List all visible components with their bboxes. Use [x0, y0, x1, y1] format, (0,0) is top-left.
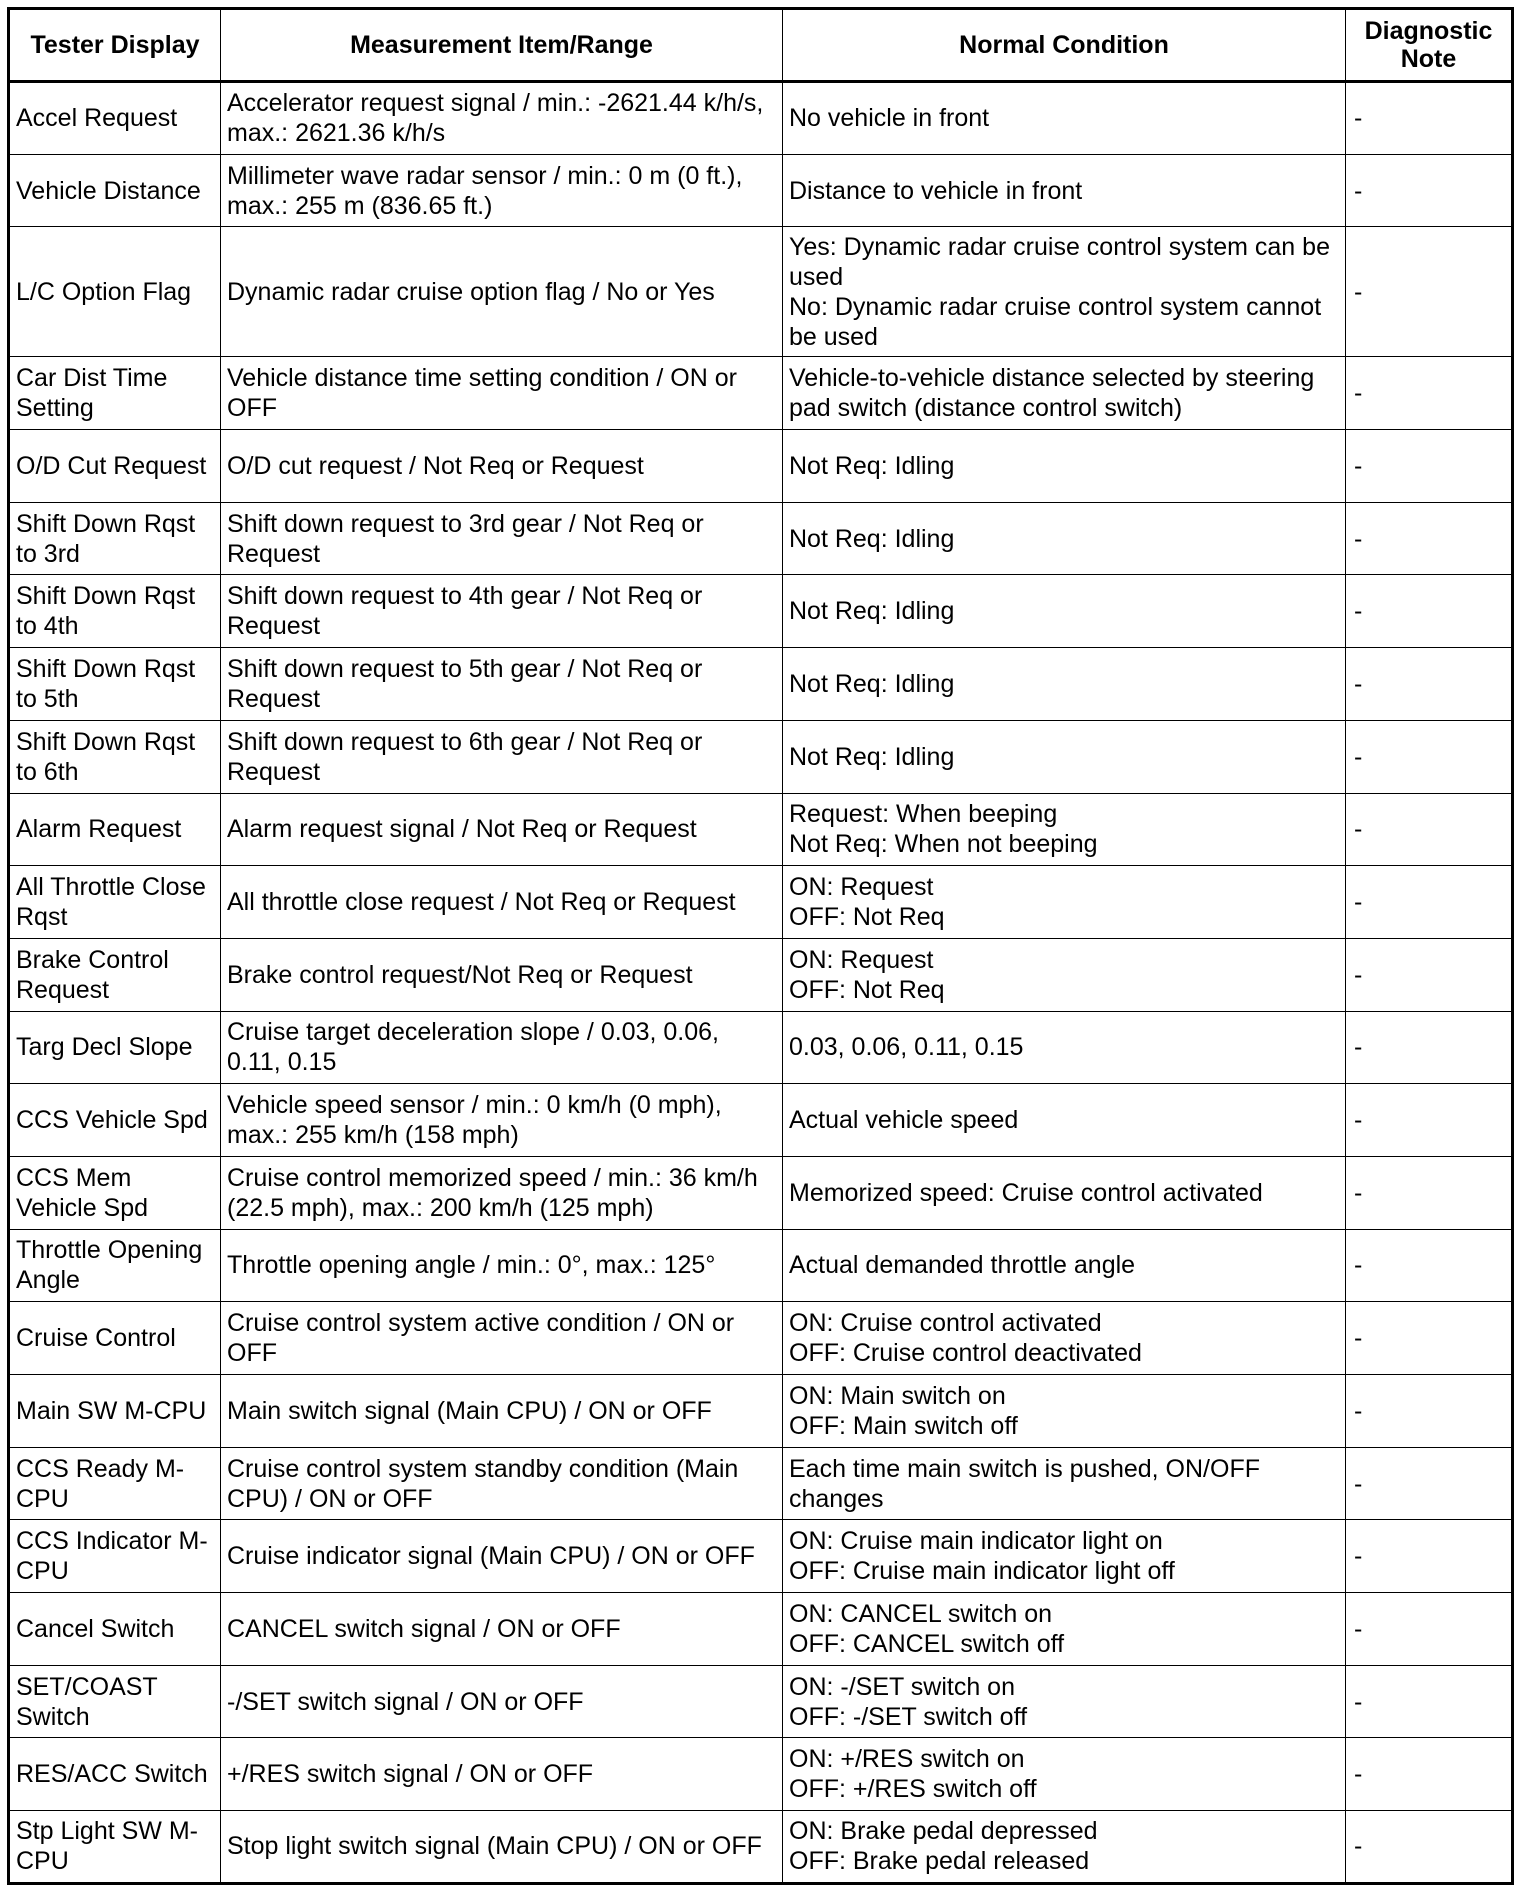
measurement-cell: Shift down request to 4th gear / Not Req or Request	[221, 575, 783, 648]
normal-condition-line: Request: When beeping	[789, 800, 1058, 829]
table-row	[9, 1011, 1513, 1084]
measurement-cell: Shift down request to 3rd gear / Not Req or Request	[221, 502, 783, 575]
diagnostic-note-cell: -	[1346, 575, 1513, 648]
normal-condition-line: Each time main switch is pushed, ON/OFF changes	[789, 1454, 1260, 1513]
normal-condition-cell	[783, 1084, 1346, 1157]
diagnostic-note-cell: -	[1346, 430, 1513, 503]
normal-condition-line: Memorized speed: Cruise control activated	[789, 1178, 1263, 1207]
diagnostic-note-cell: -	[1346, 357, 1513, 430]
normal-condition-line: ON: Request	[789, 873, 934, 902]
diagnostic-note-cell: -	[1346, 82, 1513, 155]
table-row	[9, 575, 1513, 648]
normal-condition-line: 0.03, 0.06, 0.11, 0.15	[789, 1033, 1024, 1062]
normal-condition-line: OFF: Main switch off	[789, 1411, 1018, 1440]
normal-condition-line: Actual vehicle speed	[789, 1106, 1019, 1135]
normal-condition-line: Not Req: Idling	[789, 669, 955, 698]
table-row	[9, 938, 1513, 1011]
header-row	[9, 9, 1513, 82]
table-row	[9, 793, 1513, 866]
normal-condition-cell	[783, 1011, 1346, 1084]
normal-condition-cell	[783, 1447, 1346, 1520]
tester-display-cell: Shift Down Rqst to 4th	[9, 575, 221, 648]
diagnostic-note-cell: -	[1346, 1229, 1513, 1302]
normal-condition-cell	[783, 430, 1346, 503]
table-row	[9, 227, 1513, 357]
table-row	[9, 1738, 1513, 1811]
tester-display-cell: Brake Control Request	[9, 938, 221, 1011]
normal-condition-cell	[783, 1738, 1346, 1811]
measurement-cell: -/SET switch signal / ON or OFF	[221, 1665, 783, 1738]
measurement-cell: Stop light switch signal (Main CPU) / ON or OFF	[221, 1811, 783, 1884]
normal-condition-cell	[783, 575, 1346, 648]
normal-condition-line: ON: Cruise control activated	[789, 1309, 1102, 1338]
tester-display-cell: Vehicle Distance	[9, 154, 221, 227]
normal-condition-line: OFF: Cruise control deactivated	[789, 1339, 1142, 1368]
normal-condition-line: No vehicle in front	[789, 104, 990, 133]
normal-condition-line: OFF: Not Req	[789, 903, 945, 932]
measurement-cell: Main switch signal (Main CPU) / ON or OFF	[221, 1375, 783, 1448]
table-row	[9, 1665, 1513, 1738]
tester-display-cell: Throttle Opening Angle	[9, 1229, 221, 1302]
header-normal-condition: Normal Condition	[783, 9, 1346, 82]
tester-display-cell: Cruise Control	[9, 1302, 221, 1375]
normal-condition-cell	[783, 357, 1346, 430]
normal-condition-cell	[783, 227, 1346, 357]
table-row	[9, 1375, 1513, 1448]
normal-condition-cell	[783, 1229, 1346, 1302]
table-row	[9, 430, 1513, 503]
diagnostic-note-cell: -	[1346, 938, 1513, 1011]
normal-condition-cell	[783, 82, 1346, 155]
normal-condition-cell	[783, 1375, 1346, 1448]
measurement-cell: Cruise control system active condition / ON or OFF	[221, 1302, 783, 1375]
tester-display-cell: SET/COAST Switch	[9, 1665, 221, 1738]
diagnostic-note-cell: -	[1346, 1593, 1513, 1666]
normal-condition-cell	[783, 720, 1346, 793]
normal-condition-cell	[783, 1811, 1346, 1884]
normal-condition-line: OFF: CANCEL switch off	[789, 1629, 1065, 1658]
diagnostic-note-cell: -	[1346, 720, 1513, 793]
normal-condition-cell	[783, 648, 1346, 721]
diagnostic-note-cell: -	[1346, 1665, 1513, 1738]
diagnostic-note-cell: -	[1346, 502, 1513, 575]
table-body	[9, 82, 1513, 1884]
measurement-cell: Millimeter wave radar sensor / min.: 0 m (0 ft.), max.: 255 m (836.65 ft.)	[221, 154, 783, 227]
normal-condition-cell	[783, 866, 1346, 939]
diagnostic-note-cell: -	[1346, 1447, 1513, 1520]
normal-condition-line: OFF: Cruise main indicator light off	[789, 1557, 1175, 1586]
diagnostic-note-cell: -	[1346, 1156, 1513, 1229]
normal-condition-line: ON: +/RES switch on	[789, 1745, 1025, 1774]
tester-display-cell: CCS Ready M-CPU	[9, 1447, 221, 1520]
measurement-cell: Brake control request/Not Req or Request	[221, 938, 783, 1011]
tester-display-cell: Main SW M-CPU	[9, 1375, 221, 1448]
diagnostic-note-cell: -	[1346, 648, 1513, 721]
normal-condition-cell	[783, 1302, 1346, 1375]
tester-display-cell: Shift Down Rqst to 5th	[9, 648, 221, 721]
tester-display-cell: L/C Option Flag	[9, 227, 221, 357]
measurement-cell: Cruise control memorized speed / min.: 36 km/h (22.5 mph), max.: 200 km/h (125 mph)	[221, 1156, 783, 1229]
table-row	[9, 648, 1513, 721]
normal-condition-line: Not Req: When not beeping	[789, 830, 1098, 859]
measurement-cell: Shift down request to 5th gear / Not Req or Request	[221, 648, 783, 721]
tester-display-cell: CCS Mem Vehicle Spd	[9, 1156, 221, 1229]
measurement-cell: Cruise target deceleration slope / 0.03, 0.06, 0.11, 0.15	[221, 1011, 783, 1084]
table-row	[9, 1302, 1513, 1375]
diagnostic-note-cell: -	[1346, 1520, 1513, 1593]
tester-display-cell: Alarm Request	[9, 793, 221, 866]
table-row	[9, 154, 1513, 227]
measurement-cell: Cruise control system standby condition (Main CPU) / ON or OFF	[221, 1447, 783, 1520]
normal-condition-line: OFF: Not Req	[789, 975, 945, 1004]
tester-display-cell: RES/ACC Switch	[9, 1738, 221, 1811]
normal-condition-line: ON: Cruise main indicator light on	[789, 1527, 1163, 1556]
tester-display-cell: Cancel Switch	[9, 1593, 221, 1666]
measurement-cell: Dynamic radar cruise option flag / No or Yes	[221, 227, 783, 357]
header-measurement-item: Measurement Item/Range	[221, 9, 783, 82]
measurement-cell: All throttle close request / Not Req or Request	[221, 866, 783, 939]
normal-condition-cell	[783, 1665, 1346, 1738]
measurement-cell: Throttle opening angle / min.: 0°, max.: 125°	[221, 1229, 783, 1302]
table-row	[9, 1084, 1513, 1157]
tester-display-cell: CCS Vehicle Spd	[9, 1084, 221, 1157]
tester-display-cell: O/D Cut Request	[9, 430, 221, 503]
tester-display-cell: Accel Request	[9, 82, 221, 155]
normal-condition-cell	[783, 1520, 1346, 1593]
table-row	[9, 1229, 1513, 1302]
measurement-cell: CANCEL switch signal / ON or OFF	[221, 1593, 783, 1666]
diagnostic-note-cell: -	[1346, 1302, 1513, 1375]
table-row	[9, 1447, 1513, 1520]
table-row	[9, 357, 1513, 430]
normal-condition-line: Vehicle-to-vehicle distance selected by steering pad switch (distance control switch)	[789, 364, 1315, 423]
measurement-cell: +/RES switch signal / ON or OFF	[221, 1738, 783, 1811]
normal-condition-cell	[783, 1156, 1346, 1229]
normal-condition-line: Not Req: Idling	[789, 451, 955, 480]
table-row	[9, 720, 1513, 793]
header-tester-display: Tester Display	[9, 9, 221, 82]
diagnostic-note-cell: -	[1346, 1738, 1513, 1811]
tester-display-cell: Car Dist Time Setting	[9, 357, 221, 430]
normal-condition-line: OFF: Brake pedal released	[789, 1847, 1090, 1876]
measurement-cell: O/D cut request / Not Req or Request	[221, 430, 783, 503]
normal-condition-line: ON: Main switch on	[789, 1381, 1006, 1410]
normal-condition-line: Not Req: Idling	[789, 742, 955, 771]
tester-display-cell: Targ Decl Slope	[9, 1011, 221, 1084]
measurement-cell: Accelerator request signal / min.: -2621.44 k/h/s, max.: 2621.36 k/h/s	[221, 82, 783, 155]
diagnostic-note-cell: -	[1346, 154, 1513, 227]
normal-condition-cell	[783, 793, 1346, 866]
normal-condition-line: No: Dynamic radar cruise control system cannot be used	[789, 292, 1322, 351]
normal-condition-line: ON: -/SET switch on	[789, 1672, 1015, 1701]
normal-condition-cell	[783, 938, 1346, 1011]
normal-condition-line: Not Req: Idling	[789, 524, 955, 553]
tester-display-cell: CCS Indicator M-CPU	[9, 1520, 221, 1593]
normal-condition-line: OFF: +/RES switch off	[789, 1775, 1037, 1804]
measurement-cell: Vehicle speed sensor / min.: 0 km/h (0 mph), max.: 255 km/h (158 mph)	[221, 1084, 783, 1157]
measurement-cell: Cruise indicator signal (Main CPU) / ON or OFF	[221, 1520, 783, 1593]
data-list-table	[7, 7, 1514, 1885]
normal-condition-cell	[783, 1593, 1346, 1666]
normal-condition-cell	[783, 502, 1346, 575]
diagnostic-note-cell: -	[1346, 227, 1513, 357]
measurement-cell: Vehicle distance time setting condition / ON or OFF	[221, 357, 783, 430]
table-row	[9, 502, 1513, 575]
diagnostic-note-cell: -	[1346, 1811, 1513, 1884]
normal-condition-line: ON: CANCEL switch on	[789, 1599, 1053, 1628]
table-row	[9, 82, 1513, 155]
normal-condition-line: Actual demanded throttle angle	[789, 1251, 1136, 1280]
table-row	[9, 1520, 1513, 1593]
header-diagnostic-note: Diagnostic Note	[1346, 9, 1513, 82]
tester-display-cell: Shift Down Rqst to 6th	[9, 720, 221, 793]
measurement-cell: Alarm request signal / Not Req or Request	[221, 793, 783, 866]
normal-condition-line: ON: Request	[789, 945, 934, 974]
tester-display-cell: Shift Down Rqst to 3rd	[9, 502, 221, 575]
data-list-sheet	[7, 7, 1511, 1885]
normal-condition-line: OFF: -/SET switch off	[789, 1702, 1028, 1731]
diagnostic-note-cell: -	[1346, 1375, 1513, 1448]
table-row	[9, 866, 1513, 939]
normal-condition-line: Yes: Dynamic radar cruise control system can be used	[789, 232, 1330, 291]
diagnostic-note-cell: -	[1346, 793, 1513, 866]
table-row	[9, 1156, 1513, 1229]
normal-condition-line: Distance to vehicle in front	[789, 176, 1083, 205]
table-row	[9, 1811, 1513, 1884]
measurement-cell: Shift down request to 6th gear / Not Req or Request	[221, 720, 783, 793]
diagnostic-note-cell: -	[1346, 1011, 1513, 1084]
diagnostic-note-cell: -	[1346, 1084, 1513, 1157]
diagnostic-note-cell: -	[1346, 866, 1513, 939]
normal-condition-line: Not Req: Idling	[789, 597, 955, 626]
tester-display-cell: All Throttle Close Rqst	[9, 866, 221, 939]
normal-condition-cell	[783, 154, 1346, 227]
normal-condition-line: ON: Brake pedal depressed	[789, 1817, 1098, 1846]
table-row	[9, 1593, 1513, 1666]
tester-display-cell: Stp Light SW M-CPU	[9, 1811, 221, 1884]
